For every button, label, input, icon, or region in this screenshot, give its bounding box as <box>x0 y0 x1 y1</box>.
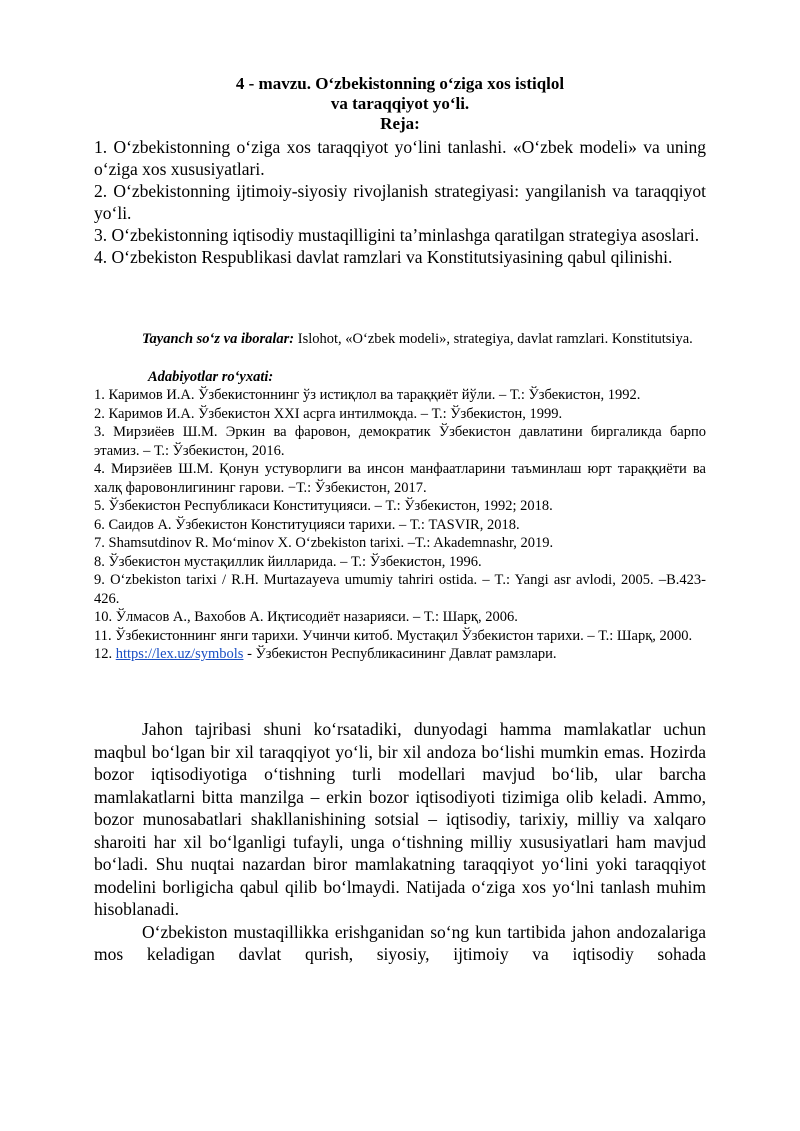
literature-item: 7. Shamsutdinov R. Mo‘minov X. O‘zbekiston tarixi. –T.: Akademnashr, 2019. <box>94 535 554 551</box>
literature-item-12-text: - Ўзбекистон Республикасининг Давлат рамзлари. <box>243 646 557 662</box>
keywords-block <box>94 330 720 349</box>
plan-item: 3. O‘zbekistonning iqtisodiy mustaqilligini ta’minlashga qaratilgan strategiya asoslari. <box>94 225 700 245</box>
literature-item: 9. O‘zbekiston tarixi / R.H. Murtazayeva umumiy tahriri ostida. – T.: Yangi asr avlodi, 2005. –B.423-426. <box>94 572 706 607</box>
body-paragraph: O‘zbekiston mustaqillikka erishganidan so‘ng kun tartibida jahon andozalariga mos keladigan davlat qurish, siyosiy, ijtimoiy va iqtisodiy sohada <box>94 921 706 964</box>
literature-item: 8. Ўзбекистон мустақиллик йилларида. – Т.: Ўзбекистон, 1996. <box>94 553 482 570</box>
literature-item: 6. Саидов А. Ўзбекистон Конституцияси тарихи. – Т.: TASVIR, 2018. <box>94 516 520 533</box>
body-paragraph: Jahon tajribasi shuni ko‘rsatadiki, dunyodagi hamma mamlakatlar uchun maqbul bo‘lgan bir xil taraqqiyot yo‘li, bir xil andoza bo‘lishi mumkin emas. Hozirda bozor iqtisodiyotiga o‘tishning turli modellari mavjud bo‘lib, ular barcha mamlakatlarni bitta manzilga – erkin bozor iqtisodiyoti tizimiga olib keladi. Ammo, bozor munosabatlari shakllanishining sotsial – iqtisodiy, tarixiy, milliy va xalqaro sharoiti har xil bo‘lganligi tufayli, unga o‘tishning milliy xususiyatlari ham mavjud bo‘ladi. Shu nuqtai nazardan biror mamlakatning taraqqiyot yo‘lini yoki taraqqiyot modelini borligicha qabul qilib bo‘lmaydi. Natijada o‘ziga xos yo‘lni tanlash muhim hisoblanadi. <box>94 719 706 919</box>
plan-item: 4. O‘zbekiston Respublikasi davlat ramzlari va Konstitutsiyasining qabul qilinishi. <box>94 247 673 267</box>
literature-item: 4. Мирзиёев Ш.М. Қонун устуворлиги ва инсон манфаатларини таъминлаш юрт тараққиёти ва халқ фаровонлигининг гарови. −Т.: Ўзбекистон, 2017. <box>94 461 706 496</box>
literature-item: 3. Мирзиёев Ш.М. Эркин ва фаровон, демократик Ўзбекистон давлатини биргаликда барпо этамиз. – Т.: Ўзбекистон, 2016. <box>94 424 706 459</box>
literature-list <box>94 386 706 664</box>
topic-title-line-1: 4 - mavzu. O‘zbekistonning o‘ziga xos istiqlol <box>235 74 565 93</box>
literature-item: 11. Ўзбекистоннинг янги тарихи. Учинчи китоб. Мустақил Ўзбекистон тарихи. – Т.: Шарқ, 2000. <box>94 627 693 644</box>
literature-item: 1. Каримов И.А. Ўзбекистоннинг ўз истиқлол ва тараққиёт йўли. – Т.: Ўзбекистон, 1992. <box>94 387 641 403</box>
topic-title-line-2: va taraqqiyot yo‘li. <box>330 94 470 113</box>
literature-item: 5. Ўзбекистон Республикаси Конституцияси. – Т.: Ўзбекистон, 1992; 2018. <box>94 498 553 514</box>
literature-item: 2. Каримов И.А. Ўзбекистон XXI асрга интилмоқда. – Т.: Ўзбекистон, 1999. <box>94 405 563 422</box>
keywords-label: Tayanch so‘z va iboralar: <box>142 331 295 347</box>
keywords-text: Islohot, «O‘zbek modeli», strategiya, davlat ramzlari. Konstitutsiya. <box>294 331 693 347</box>
plan-item: 2. O‘zbekistonning ijtimoiy-siyosiy rivojlanish strategiyasi: yangilanish va taraqqiyot yo‘li. <box>94 181 706 223</box>
literature-item-12-number: 12. <box>94 646 116 662</box>
literature-item-12 <box>94 645 706 664</box>
title-block <box>94 74 706 134</box>
lex-symbols-link[interactable]: https://lex.uz/symbols <box>115 646 244 662</box>
literature-item: 10. Ўлмасов А., Вахобов А. Иқтисодиёт назарияси. – Т.: Шарқ, 2006. <box>94 609 518 625</box>
plan-list <box>94 136 706 268</box>
plan-item: 1. O‘zbekistonning o‘ziga xos taraqqiyot yo‘lini tanlashi. «O‘zbek modeli» va uning o‘ziga xos xususiyatlari. <box>94 137 706 179</box>
body-text <box>94 718 706 966</box>
plan-heading: Reja: <box>380 114 420 133</box>
literature-heading: Adabiyotlar ro‘yxati: <box>148 369 274 385</box>
